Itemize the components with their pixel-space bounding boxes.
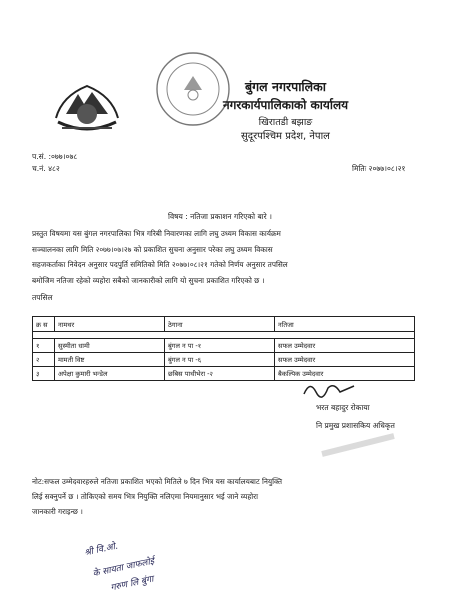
office-place: खिरातडी बझाङ [258,117,313,128]
cell-name: सुस्मीता धामी [55,339,165,353]
note-line: नोट:सफल उम्मेदवारहरुले नतिजा प्रकाशित भएको मितिले ७ दिन भित्र यस कार्यालयबाट नियुक्ति [32,477,283,486]
office-name: नगरकार्यपालिकाको कार्यालय [222,98,349,112]
body-line: सञ्चालनका लागि मिति २०७७।०७।२७ को प्रकाशित सुचना अनुसार परेका लघु उध्यम विकास [32,244,273,254]
fiscal-year-ref: प.सं. :०७७।०७८ [32,152,78,161]
cell-address: बुंगल न पा -६ [165,353,275,367]
cell-address: बुंगल न पा -१ [165,339,275,353]
handwritten-line: के सायता जाफलोई [91,556,156,580]
results-table [32,316,415,381]
letter-body [32,226,430,288]
cell-serial: २ [33,353,55,367]
table-row [33,353,415,367]
header-address: ठेगाना [165,317,275,332]
cell-serial: १ [33,339,55,353]
table-header-row [33,317,415,332]
header-result: नतिजा [275,317,415,332]
official-stamp [318,432,398,458]
note-section [32,474,430,519]
letter-subject: विषय : नतिजा प्रकाशन गरिएको बारे । [168,212,272,221]
letter-date: मितिः २०७७।०८।२१ [352,164,406,173]
table-row [33,332,415,339]
cell-result: सफल उम्मेदवार [275,353,415,367]
table-row [33,339,415,353]
header-serial: क्र स [33,317,55,332]
handwritten-line: श्री वि.ओ. [83,541,119,559]
signatory-title: नि प्रमुख प्रशासकिय अधिकृत [316,421,395,430]
cell-result: बैकल्पिक उम्मेदवार [275,367,415,381]
note-line: जानकारी गराइन्छ । [32,507,83,516]
signature [300,378,360,402]
tapsil-heading: तपसिल [32,293,53,302]
cell-name: अपेक्षा कुमारी भन्डेल [55,367,165,381]
cell-result: सफल उम्मेदवार [275,339,415,353]
cell-name: मामती विष्ट [55,353,165,367]
handwritten-line: गरुण लि बुंगा [109,574,155,594]
signatory-name: भरत बहादुर रोकाया [316,403,370,412]
dispatch-number: च.नं. ४८२ [32,164,60,173]
municipality-name: बुंगल नगरपालिका [245,79,326,94]
body-line: बमोजिम नतिजा रहेको व्यहोरा सबैको जानकारीको लागि यो सुचना प्रकाशित गरिएको छ । [32,275,265,285]
body-line: प्रस्तुत विषयमा यस बुंगल नगरपालिका भित्र गरिबी निवारणका लागि लघु उध्यम विकास कार्यक्रम [32,229,281,238]
cell-address: छबिस पाथीभेरा -२ [165,367,275,381]
cell-serial: ३ [33,367,55,381]
note-line: लिई सक्नुपर्ने छ । तोकिएको समय भित्र नियुक्ति नलिएमा नियमानुसार भई जाने व्यहोरा [32,492,258,501]
office-province: सुदूरपश्चिम प्रदेश, नेपाल [241,131,330,142]
body-line: सहजकर्ताका निवेदन अनुसार पदपुर्ति समितिको मिति २०७७।०८।२१ गतेको निर्णय अनुसार तपसिल [32,260,288,269]
header-name: नामथर [55,317,165,332]
